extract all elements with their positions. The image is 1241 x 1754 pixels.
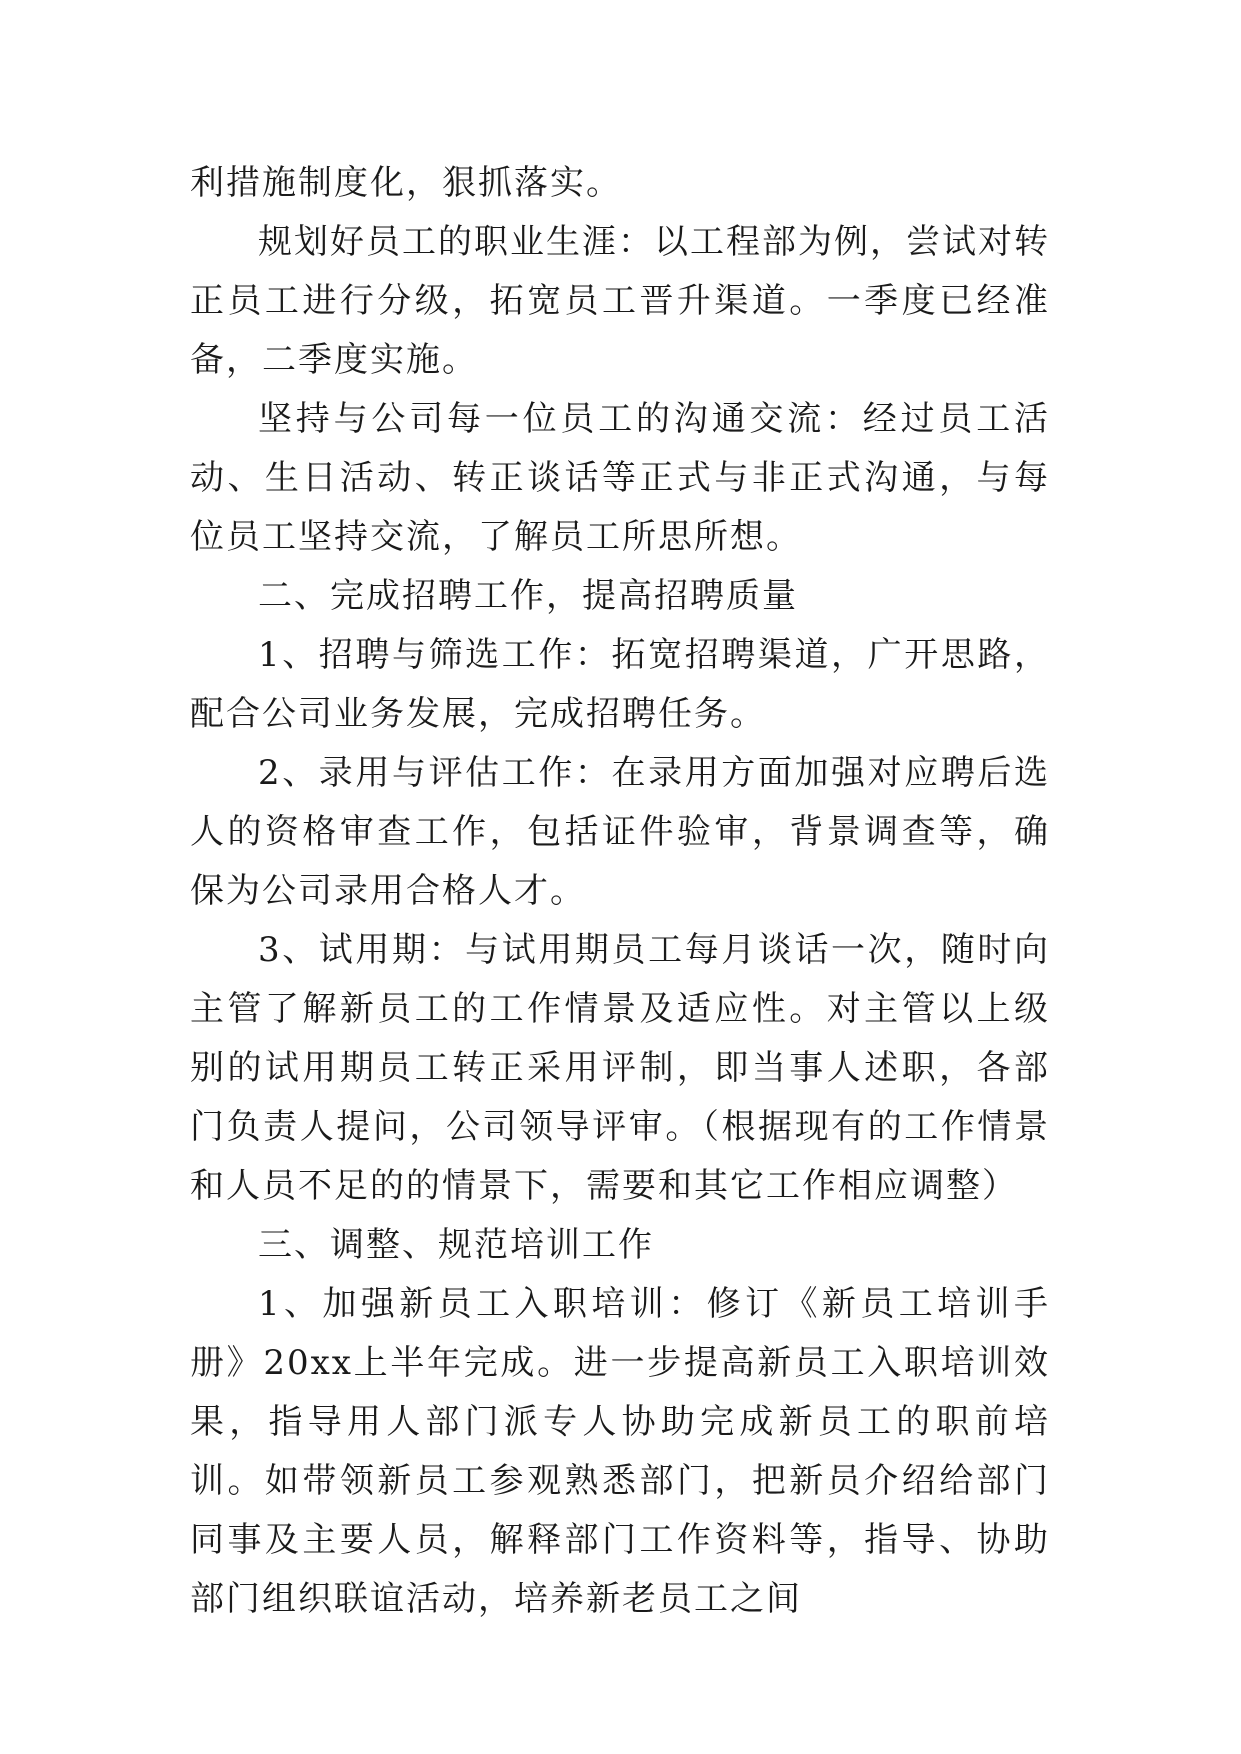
- paragraph-8: 1、加强新员工入职培训：修订《新员工培训手册》20xx上半年完成。进一步提高新员工入职培训效果，指导用人部门派专人协助完成新员工的职前培训。如带领新员工参观熟悉部门，把新员介绍给部门同事及主要人员，解释部门工作资料等，指导、协助部门组织联谊活动，培养新老员工之间: [190, 1284, 1050, 1619]
- document-body: [190, 154, 1050, 1629]
- paragraph-5: 2、录用与评估工作：在录用方面加强对应聘后选人的资格审查工作，包括证件验审，背景调查等，确保为公司录用合格人才。: [190, 753, 1050, 911]
- paragraph-1: 规划好员工的职业生涯：以工程部为例，尝试对转正员工进行分级，拓宽员工晋升渠道。一季度已经准备，二季度实施。: [190, 222, 1050, 380]
- paragraph-2: 坚持与公司每一位员工的沟通交流：经过员工活动、生日活动、转正谈话等正式与非正式沟通，与每位员工坚持交流，了解员工所思所想。: [190, 399, 1050, 557]
- section-heading-2: 二、完成招聘工作，提高招聘质量: [258, 576, 798, 616]
- paragraph-0: 利措施制度化，狠抓落实。: [190, 163, 622, 203]
- paragraph-6: 3、试用期：与试用期员工每月谈话一次，随时向主管了解新员工的工作情景及适应性。对主管以上级别的试用期员工转正采用评制，即当事人述职，各部门负责人提问，公司领导评审。（根据现有的工作情景和人员不足的的情景下，需要和其它工作相应调整）: [190, 930, 1050, 1206]
- section-heading-3: 三、调整、规范培训工作: [258, 1225, 654, 1265]
- paragraph-4: 1、招聘与筛选工作：拓宽招聘渠道，广开思路，配合公司业务发展，完成招聘任务。: [190, 635, 1050, 734]
